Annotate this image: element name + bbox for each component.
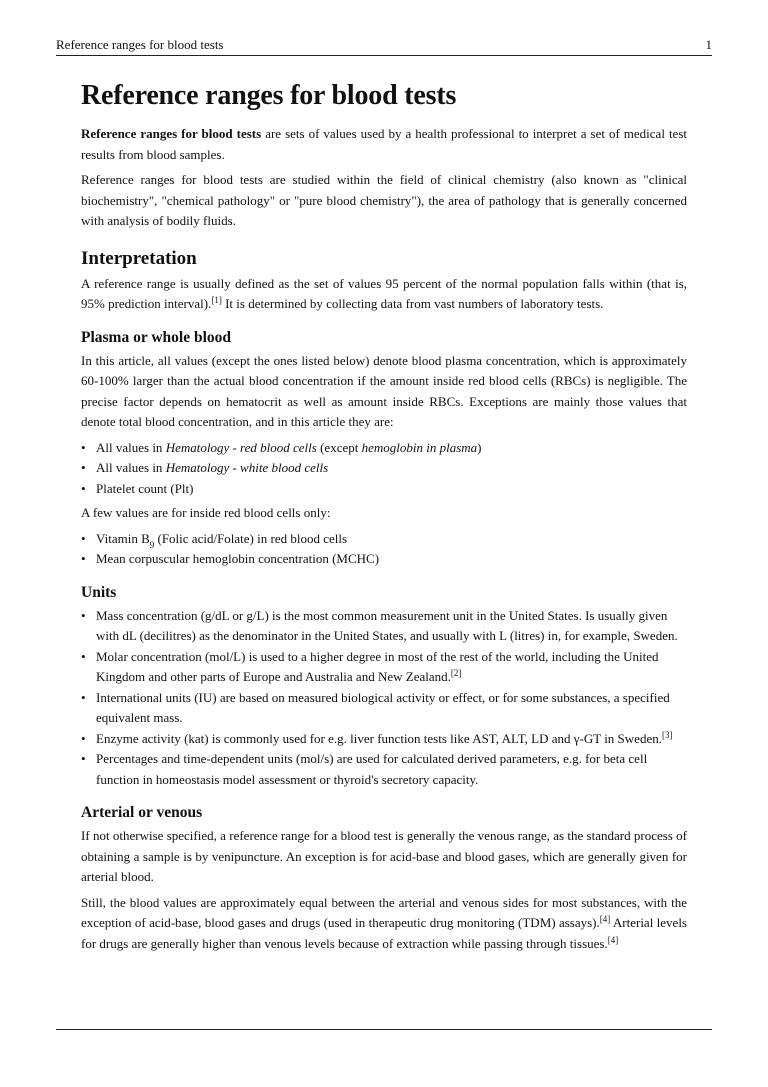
section-heading-arterial: Arterial or venous — [81, 804, 203, 821]
citation-link[interactable]: [4] — [607, 934, 619, 945]
rbc-list — [81, 529, 687, 570]
running-header-title: Reference ranges for blood tests — [56, 37, 224, 52]
article-body — [81, 78, 687, 959]
interpretation-text-a: A reference range is usually defined as the set of values 95 percent of the normal population falls within (that is, 95% prediction interval). — [81, 275, 687, 311]
interpretation-paragraph — [81, 274, 687, 315]
list-item — [81, 458, 687, 479]
intro-bold-term: Reference ranges for blood tests — [81, 126, 262, 141]
subscript: 9 — [149, 539, 155, 550]
list-item: • Percentages and time-dependent units (mol/s) are used for calculated derived parameters, e.g. for beta cell function in homeostasis model assessment or thyroid's secretory capacity. — [81, 749, 687, 790]
citation-link[interactable]: [2] — [450, 668, 462, 678]
arterial-text-b: Arterial levels for drugs are generally higher than venous levels because of extraction while passing through tissues. — [81, 915, 687, 951]
list-text: Enzyme activity (kat) is commonly used for e.g. liver function tests like AST, ALT, LD and γ-GT in Sweden. — [96, 730, 662, 746]
arterial-paragraph-1: If not otherwise specified, a reference range for a blood test is generally the venous range, as the standard process of obtaining a sample is by venipuncture. An exception is for acid-base and blood gases, which are generally given for arterial blood. — [81, 828, 687, 884]
citation-link[interactable]: [1] — [211, 295, 222, 305]
arterial-paragraph-2 — [81, 893, 687, 955]
list-text: All values in — [96, 439, 166, 455]
list-text: (Folic acid/Folate) in red blood cells — [154, 530, 348, 546]
list-text: Vitamin B — [96, 530, 150, 546]
arterial-text-a: Still, the blood values are approximately equal between the arterial and venous sides for most substances, with the exception of acid-base, blood gases and drugs (used in therapeutic drug monitoring (TDM) assays). — [81, 894, 687, 930]
list-item — [81, 729, 687, 750]
footer-rule — [56, 1029, 712, 1030]
link-hemoglobin-plasma[interactable]: hemoglobin in plasma — [361, 439, 478, 455]
list-item: • Platelet count (Plt) — [81, 479, 687, 500]
list-item: • International units (IU) are based on measured biological activity or effect, or for some substances, a specified equivalent mass. — [81, 688, 687, 729]
list-text: ) — [477, 439, 482, 455]
section-heading-units: Units — [81, 583, 117, 601]
list-item: • Mean corpuscular hemoglobin concentration (MCHC) — [81, 549, 687, 570]
list-item — [81, 438, 687, 459]
section-heading-interpretation: Interpretation — [81, 247, 197, 269]
link-hematology-white[interactable]: Hematology - white blood cells — [165, 460, 329, 475]
article-title: Reference ranges for blood tests — [81, 80, 457, 111]
section-heading-plasma: Plasma or whole blood — [81, 328, 231, 346]
plasma-list — [81, 438, 687, 500]
plasma-paragraph-1: In this article, all values (except the ones listed below) denote blood plasma concentration, which is approximately 60-100% larger than the actual blood concentration if the amount inside red blood cells (RBCs) is negligible. The precise factor depends on hematocrit as well as amount inside RBCs. Exceptions are mainly those values that denote total blood concentration, and in this article they are: — [81, 352, 687, 429]
citation-link[interactable]: [3] — [661, 729, 673, 740]
list-item — [81, 647, 687, 688]
list-text: Molar concentration (mol/L) is used to a higher degree in most of the rest of the world, including the United Kingdom and other parts of Europe and Australia and New Zealand. — [96, 648, 659, 684]
running-header — [56, 37, 712, 56]
interpretation-text-b: It is determined by collecting data from vast numbers of laboratory tests. — [221, 296, 604, 311]
list-text: (except — [316, 439, 362, 455]
citation-link[interactable]: [4] — [599, 914, 611, 924]
link-hematology-red[interactable]: Hematology - red blood cells — [165, 439, 317, 455]
list-item: • Mass concentration (g/dL or g/L) is the most common measurement unit in the United States. Is usually given with dL (decilitres) as the denominator in the United States, and usually with L (litres) in, for example, Sweden. — [81, 606, 687, 647]
intro-paragraph-1 — [81, 124, 687, 165]
page-number: 1 — [705, 37, 712, 52]
list-text: All values in — [96, 460, 166, 475]
units-list — [81, 606, 687, 791]
plasma-paragraph-2: A few values are for inside red blood cells only: — [81, 505, 331, 520]
list-item — [81, 529, 687, 550]
intro-text: are sets of values used by a health professional to interpret a set of medical test results from blood samples. — [81, 126, 687, 162]
intro-paragraph-2: Reference ranges for blood tests are studied within the field of clinical chemistry (also known as "clinical biochemistry", "chemical pathology" or "pure blood chemistry"), the area of pathology that is generally concerned with analysis of bodily fluids. — [81, 172, 687, 228]
